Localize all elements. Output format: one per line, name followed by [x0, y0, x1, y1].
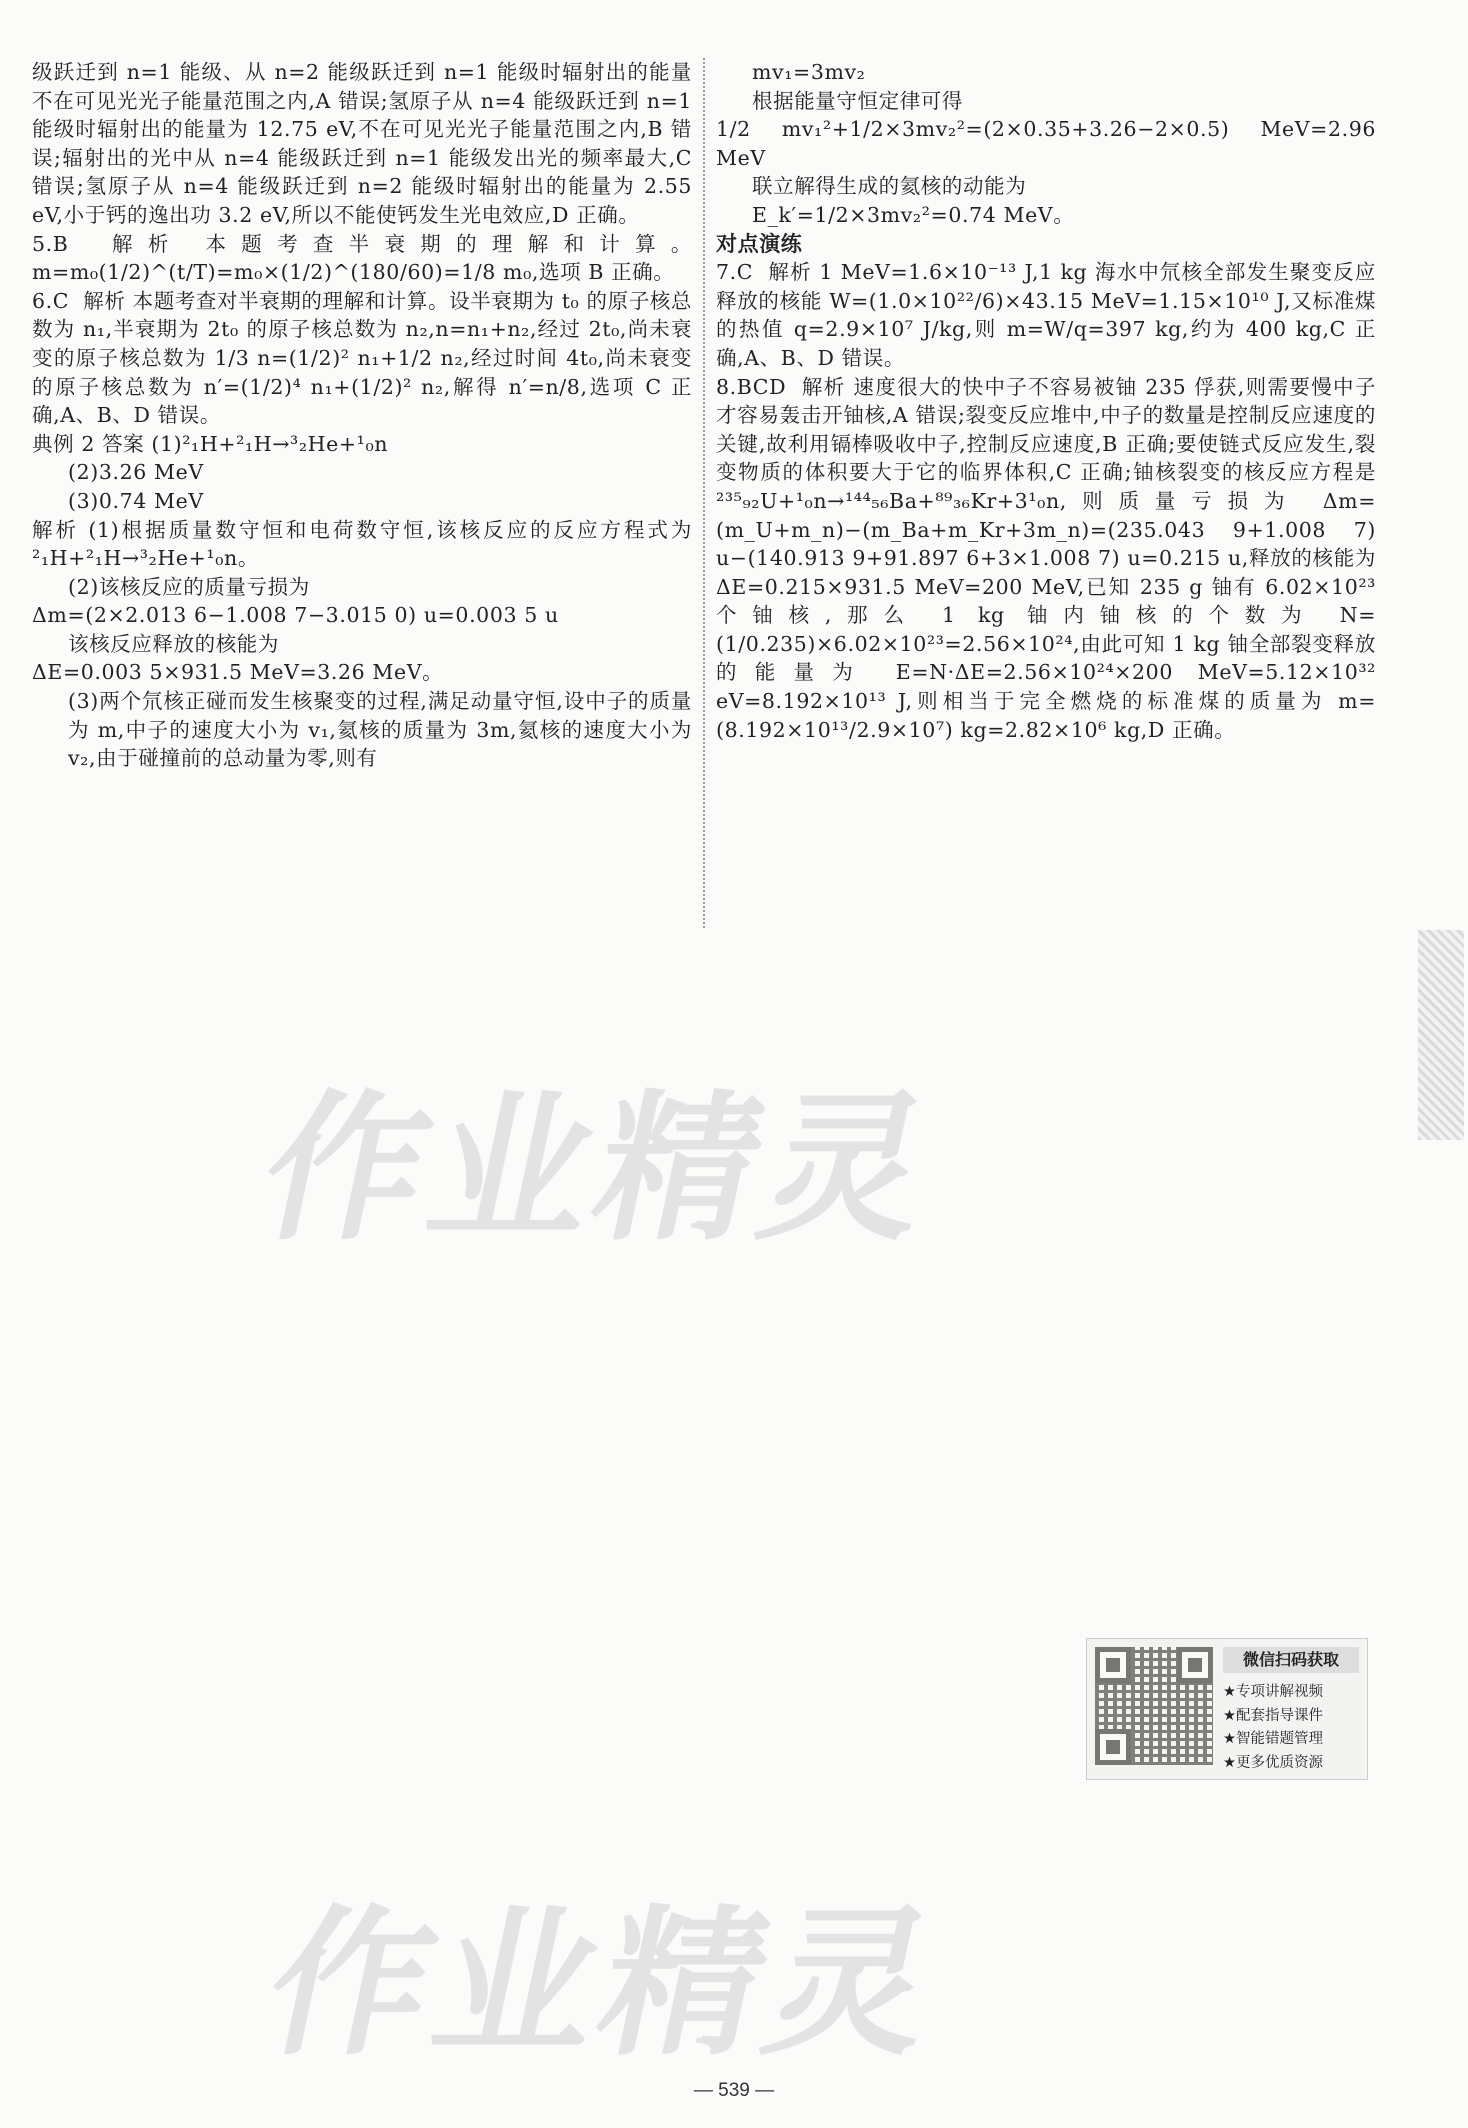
page-number: — 539 — — [693, 2080, 775, 2101]
answer-paragraph: 8.BCD 解析 速度很大的快中子不容易被铀 235 俘获,则需要慢中子才容易轰击开铀核,A 错误;裂变反应堆中,中子的数量是控制反应速度的关键,故利用镉棒吸收中子,控制反应速度,B 正确;要使链式反应发生,裂变物质的体积要大于它的临界体积,C 正确;铀核裂变的核反应方程是²³⁵₉₂U+¹₀n→¹⁴⁴₅₆Ba+⁸⁹₃₆Kr+3¹₀n,则质量亏损为 Δm=(m_U+m_n)−(m_Ba+m_Kr+3m_n)=(235.043 9+1.008 7) u−(140.913 9+91.897 6+3×1.008 7) u=0.215 u,释放的核能为 ΔE=0.215×931.5 MeV=200 MeV,已知 235 g 铀有 6.02×10²³ 个铀核,那么 1 kg 铀内铀核的个数为 N=(1/0.235)×6.02×10²³=2.56×10²⁴,由此可知 1 kg 铀全部裂变释放的能量为 E=N·ΔE=2.56×10²⁴×200 MeV=5.12×10³² eV=8.192×10¹³ J,则相当于完全燃烧的标准煤的质量为 m=(8.192×10¹³/2.9×10⁷) kg=2.82×10⁶ kg,D 正确。 — [716, 374, 1384, 742]
qr-title: 微信扫码获取 — [1223, 1647, 1359, 1673]
answer-paragraph: 根据能量守恒定律可得 — [752, 88, 963, 113]
answer-paragraph: 联立解得生成的氦核的动能为 — [752, 174, 1027, 199]
qr-feature-item: ★智能错题管理 — [1223, 1731, 1323, 1747]
answer-paragraph: 1/2 mv₁²+1/2×3mv₂²=(2×0.35+3.26−2×0.5) MeV=2.96 MeV — [716, 117, 1384, 170]
section-heading: 对点演练 — [716, 231, 803, 256]
qr-promo-box — [1086, 1638, 1368, 1780]
answer-paragraph: 6.C 解析 本题考查对半衰期的理解和计算。设半衰期为 t₀ 的原子核总数为 n₁,半衰期为 2t₀ 的原子核总数为 n₂,n=n₁+n₂,经过 2t₀,尚未衰变的原子核总数为 1/3 n=(1/2)² n₁+1/2 n₂,经过时间 4t₀,尚未衰变的原子核总数为 n′=(1/2)⁴ n₁+(1/2)² n₂,解得 n′=n/8,选项 C 正确,A、B、D 错误。 — [32, 288, 692, 428]
answer-paragraph: Δm=(2×2.013 6−1.008 7−3.015 0) u=0.003 5 u — [32, 603, 559, 628]
left-column — [32, 58, 700, 773]
watermark-bottom: 作业精灵 — [252, 1890, 957, 2077]
watermark-top: 作业精灵 — [247, 1075, 952, 1262]
qr-feature-item: ★专项讲解视频 — [1223, 1684, 1323, 1700]
column-divider — [703, 58, 705, 928]
answer-paragraph: (2)该核反应的质量亏损为 — [68, 574, 310, 599]
answer-paragraph: E_k′=1/2×3mv₂²=0.74 MeV。 — [752, 202, 1075, 227]
answer-paragraph: ΔE=0.003 5×931.5 MeV=3.26 MeV。 — [32, 660, 444, 685]
qr-feature-item: ★更多优质资源 — [1223, 1754, 1323, 1771]
answer-paragraph: 解析 (1)根据质量数守恒和电荷数守恒,该核反应的反应方程式为²₁H+²₁H→³₂He+¹₀n。 — [32, 517, 692, 571]
answer-paragraph: 5.B 解析 本题考查半衰期的理解和计算。m=m₀(1/2)^(t/T)=m₀×(1/2)^(180/60)=1/8 m₀,选项 B 正确。 — [32, 231, 692, 285]
right-column — [716, 58, 1384, 744]
answer-paragraph: 该核反应释放的核能为 — [68, 631, 279, 656]
qr-code-icon[interactable] — [1095, 1647, 1213, 1765]
qr-feature-list — [1223, 1681, 1323, 1775]
answer-paragraph: 典例 2 答案 (1)²₁H+²₁H→³₂He+¹₀n — [32, 431, 389, 456]
answer-paragraph: (3)0.74 MeV — [68, 488, 204, 513]
answer-paragraph: mv₁=3mv₂ — [752, 60, 866, 84]
answer-paragraph: (2)3.26 MeV — [68, 460, 204, 485]
answer-paragraph: 7.C 解析 1 MeV=1.6×10⁻¹³ J,1 kg 海水中氘核全部发生聚变反应释放的核能 W=(1.0×10²²/6)×43.15 MeV=1.15×10¹⁰ J,又标准煤的热值 q=2.9×10⁷ J/kg,则 m=W/q=397 kg,约为 400 kg,C 正确,A、B、D 错误。 — [716, 260, 1376, 370]
side-decoration — [1418, 930, 1464, 1140]
answer-paragraph: (3)两个氘核正碰而发生核聚变的过程,满足动量守恒,设中子的质量为 m,中子的速度大小为 v₁,氦核的质量为 3m,氦核的速度大小为 v₂,由于碰撞前的总动量为零,则有 — [68, 689, 700, 771]
answer-paragraph: 级跃迁到 n=1 能级、从 n=2 能级跃迁到 n=1 能级时辐射出的能量不在可见光光子能量范围之内,A 错误;氢原子从 n=4 能级跃迁到 n=1 能级时辐射出的能量为 12.75 eV,不在可见光光子能量范围之内,B 错误;辐射出的光中从 n=4 能级跃迁到 n=1 能级发出光的频率最大,C 错误;氢原子从 n=4 能级跃迁到 n=2 能级时辐射出的能量为 2.55 eV,小于钙的逸出功 3.2 eV,所以不能使钙发生光电效应,D 正确。 — [32, 60, 700, 227]
qr-feature-item: ★配套指导课件 — [1223, 1707, 1323, 1724]
